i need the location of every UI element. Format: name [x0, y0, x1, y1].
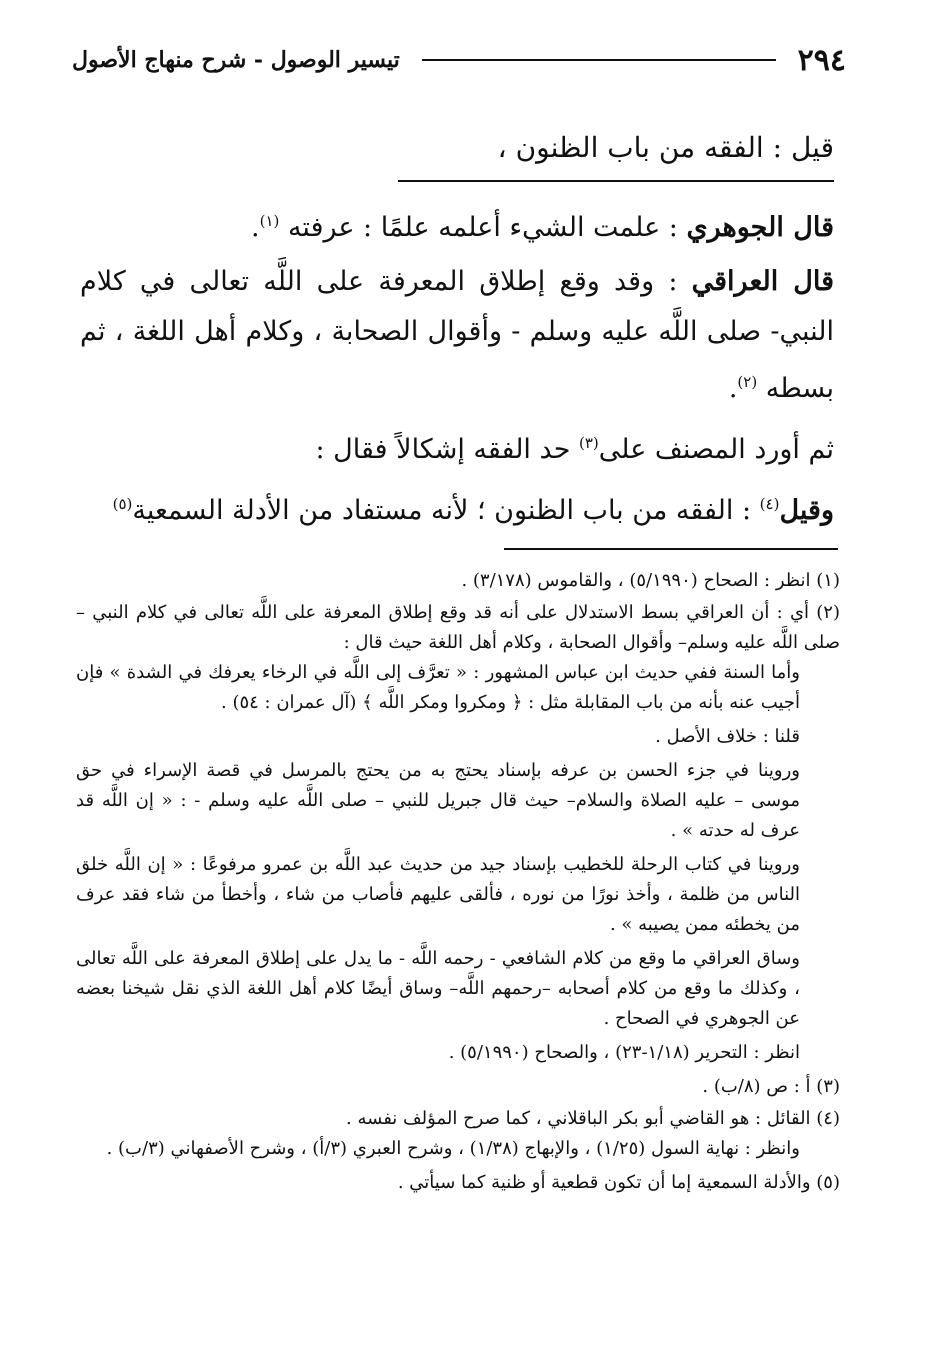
page-header	[72, 40, 846, 80]
page-number: ٢٩٤	[797, 42, 846, 78]
header-rule	[422, 59, 776, 61]
musannif-text-b: حد الفقه إشكالاً فقال :	[315, 434, 579, 465]
footnote-subparagraph: انظر : التحرير (١/١٨-٢٣) ، والصحاح (٥/١٩٩٠) .	[448, 1042, 800, 1063]
footnote-4	[76, 1104, 840, 1164]
footnote-subparagraph: قلنا : خلاف الأصل .	[655, 726, 800, 747]
footnote-subparagraph: وساق العراقي ما وقع من كلام الشافعي - رحمه اللَّه - ما يدل على إطلاق المعرفة على اللَّه تعالى ، وكذلك ما وقع من كلام أصحابه –رحمهم اللَّه– وساق أيضًا كلام أهل اللغة الذي نقل شيخنا بعضه عن الجوهري في الصحاح .	[76, 948, 800, 1029]
paragraph-iraqi	[80, 257, 834, 414]
footnote-1	[76, 566, 840, 596]
footnote-text: (١) انظر : الصحاح (٥/١٩٩٠) ، والقاموس (٣/١٧٨) .	[461, 570, 840, 591]
footnote-ref-2: (٢)	[737, 373, 758, 391]
footnote-subparagraph: وانظر : نهاية السول (١/٢٥) ، والإبهاج (١/٣٨) ، وشرح العبري (٣/أ) ، وشرح الأصفهاني (٣/ب) .	[106, 1138, 800, 1159]
footnote-text: (٢) أي : أن العراقي بسط الاستدلال على أنه قد وقع إطلاق المعرفة على اللَّه تعالى في كلام النبي –صلى اللَّه عليه وسلم– وأقوال الصحابة ، وكلام أهل اللغة حيث قال :	[76, 602, 840, 653]
footnotes	[76, 566, 840, 1200]
speaker-qila: وقيل	[779, 495, 834, 526]
jawhari-text: : علمت الشيء أعلمه علمًا : عرفته	[279, 212, 687, 243]
footnote-text: (٥) والأدلة السمعية إما أن تكون قطعية أو ظنية كما سيأتي .	[397, 1172, 840, 1193]
footnote-ref-4: (٤)	[759, 495, 780, 513]
footnote-5	[76, 1168, 840, 1198]
jawhari-end: .	[250, 212, 260, 243]
footnote-text: (٣) أ : ص (٨/ب) .	[702, 1076, 840, 1097]
footnote-separator	[504, 548, 838, 550]
main-text	[80, 122, 834, 540]
footnote-ref-3: (٣)	[578, 434, 599, 452]
speaker-jawhari: قال الجوهري	[686, 212, 834, 243]
speaker-iraqi: قال العراقي	[691, 266, 834, 297]
footnote-ref-5: (٥)	[112, 495, 133, 513]
quoted-matn-line: قيل : الفقه من باب الظنون ،	[497, 131, 834, 164]
quote-underline	[398, 180, 834, 182]
musannif-text-a: ثم أورد المصنف على	[598, 434, 834, 465]
footnote-subparagraph: وأما السنة ففي حديث ابن عباس المشهور : « تعرَّف إلى اللَّه في الرخاء يعرفك في الشدة » فإن أجيب عنه بأنه من باب المقابلة مثل : ﴿ ومكروا ومكر اللَّه ﴾ (آل عمران : ٥٤) .	[76, 662, 800, 713]
paragraph-qila	[80, 479, 834, 536]
paragraph-musannif	[80, 418, 834, 475]
qila-text: : الفقه من باب الظنون ؛ لأنه مستفاد من الأدلة السمعية	[132, 495, 760, 526]
iraqi-end: .	[728, 373, 738, 404]
iraqi-text: : وقد وقع إطلاق المعرفة على اللَّه تعالى في كلام النبي- صلى اللَّه عليه وسلم - وأقوال الصحابة ، وكلام أهل اللغة ، ثم بسطه	[80, 266, 834, 404]
footnote-subparagraph: وروينا في كتاب الرحلة للخطيب بإسناد جيد من حديث عبد اللَّه بن عمرو مرفوعًا : « إن اللَّه خلق الناس من ظلمة ، وأخذ نورًا من نوره ، فألقى عليهم فأصاب من شاء ، وأخطأ من شاء فقد عرف من يخطئه ممن يصيبه » .	[76, 854, 801, 935]
footnote-text: (٤) القائل : هو القاضي أبو بكر الباقلاني ، كما صرح المؤلف نفسه .	[346, 1108, 840, 1129]
footnote-3	[76, 1072, 840, 1102]
book-title: تيسير الوصول - شرح منهاج الأصول	[72, 47, 400, 73]
footnote-ref-1: (١)	[259, 212, 280, 230]
paragraph-jawhari	[80, 196, 834, 253]
footnote-subparagraph: وروينا في جزء الحسن بن عرفه بإسناد يحتج به من يحتج بالمرسل في قصة الإسراء في حق موسى – عليه الصلاة والسلام– حيث قال جبريل للنبي – صلى اللَّه عليه وسلم - : « إن اللَّه قد عرف له حدته » .	[76, 760, 800, 841]
footnote-2	[76, 598, 840, 1068]
